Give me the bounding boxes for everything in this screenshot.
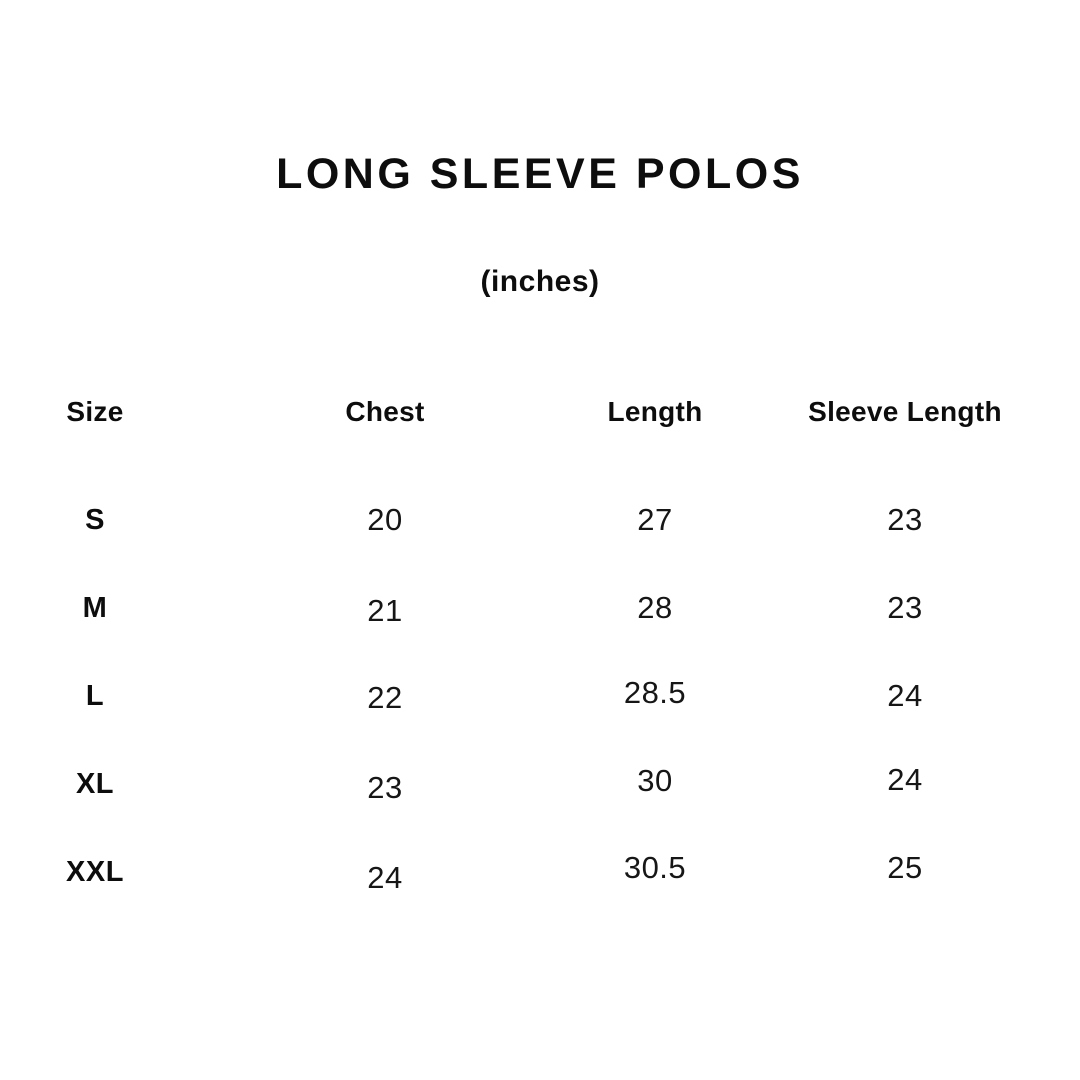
- sleeve-length-cell: 23: [887, 502, 923, 537]
- column-header-length: Length: [607, 396, 703, 427]
- sleeve-length-cell: 24: [887, 762, 923, 797]
- size-cell: M: [82, 591, 108, 624]
- sleeve-length-cell: 24: [887, 678, 923, 713]
- size-cell: XL: [75, 767, 115, 800]
- size-cell: S: [85, 503, 105, 536]
- chest-cell: 24: [367, 860, 403, 895]
- chest-cell: 21: [367, 593, 403, 628]
- length-cell: 30: [637, 763, 673, 798]
- sleeve-length-cell: 23: [887, 590, 923, 625]
- table-row: [0, 652, 1080, 740]
- size-table-header: [0, 392, 1080, 476]
- column-header-size: Size: [66, 396, 124, 427]
- length-cell: 27: [637, 502, 673, 537]
- sleeve-length-cell: 25: [887, 850, 923, 885]
- column-header-chest: Chest: [345, 396, 425, 427]
- size-cell: L: [85, 679, 105, 712]
- header-row: [0, 392, 1080, 476]
- size-cell: XXL: [66, 855, 124, 888]
- table-row: [0, 740, 1080, 828]
- chest-cell: 20: [367, 502, 403, 537]
- chest-cell: 23: [367, 770, 403, 805]
- page-title: LONG SLEEVE POLOS: [276, 150, 804, 198]
- table-row: [0, 564, 1080, 652]
- column-header-sleeve-length: Sleeve Length: [808, 396, 1002, 427]
- length-cell: 28.5: [623, 675, 687, 710]
- unit-label: (inches): [480, 265, 600, 298]
- size-table: [0, 392, 1080, 916]
- chest-cell: 22: [367, 680, 403, 715]
- table-row: [0, 828, 1080, 916]
- size-table-body: [0, 476, 1080, 916]
- length-cell: 30.5: [623, 850, 687, 885]
- table-row: [0, 476, 1080, 564]
- length-cell: 28: [637, 590, 673, 625]
